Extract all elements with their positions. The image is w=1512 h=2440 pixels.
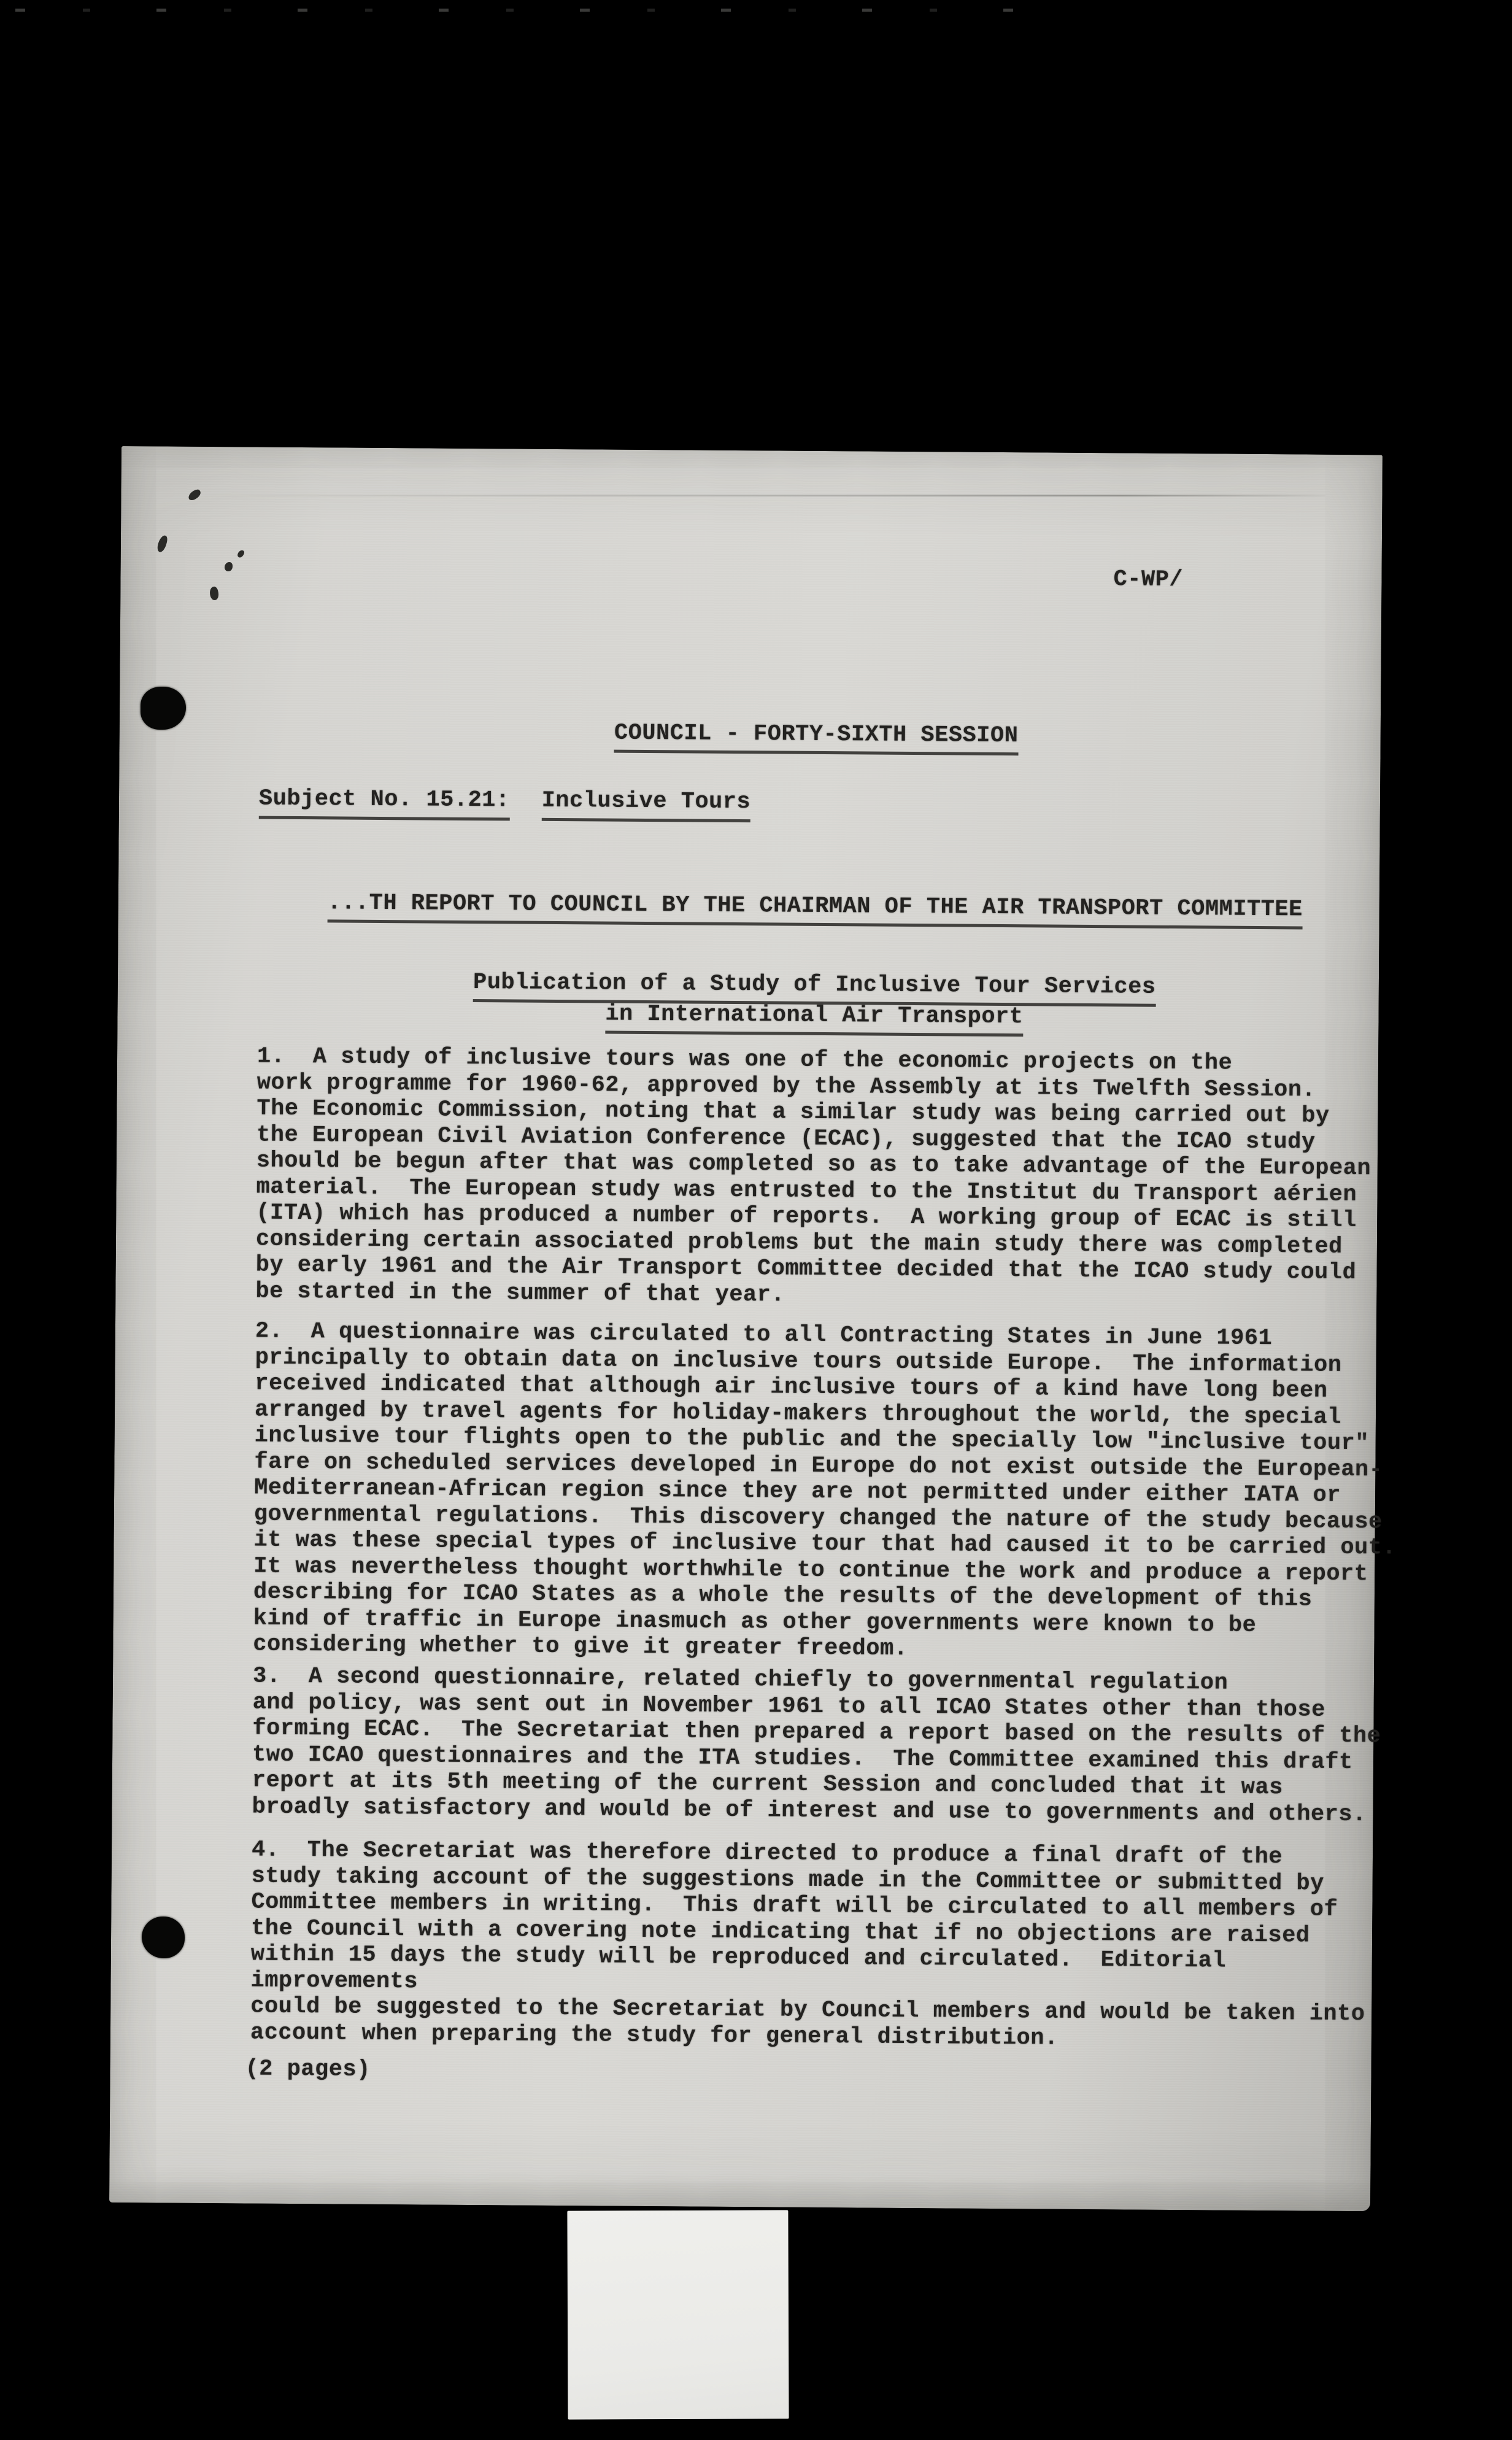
paragraph-4: 4. The Secretariat was therefore directed to produce a final draft of the study taking account of the suggestions made in the Committee or submitted by Committee members in writing. This draft will be circulated to all members of the Council with a covering note indicating that if no objections are raised within 15 days the study will be reproduced and circulated. Editorial improvements could be suggested to the Secretariat by Council members and would be taken into account when preparing the study for general distribution. [250, 1837, 1365, 2052]
paragraph-2: 2. A questionnaire was circulated to all Contracting States in June 1961 principally to obtain data on inclusive tours outside Europe. The information received indicated that although air inclusive tours of a kind have long been arranged by travel agents for holiday-makers throughout the world, the special inclusive tour flights open to the public and the specially low "inclusive tour" fare on scheduled services developed in Europe do not exist outside the European- Mediterranean-African region since they are not permitted under either IATA or governmental regulations. This discovery changed the nature of the study because it was these special types of inclusive tour that had caused it to be carried out. It was nevertheless thought worthwhile to continue the work and produce a report describing for ICAO States as a whole the results of the development of this kind of traffic in Europe inasmuch as other governments were known to be considering whether to give it greater freedom. [253, 1318, 1397, 1662]
doc-reference: C-WP/ [1113, 566, 1184, 593]
film-edge-marks [15, 9, 1022, 12]
session-heading [199, 691, 1378, 784]
document-paper [109, 446, 1397, 2211]
paragraph-3: 3. A second questionnaire, related chiefly to governmental regulation and policy, was sent out in November 1961 to all ICAO States other than those forming ECAC. The Secretariat then prepared a report based on the results of the two ICAO questionnaires and the ITA studies. The Committee examined this draft report at its 5th meeting of the current Session and concluded that it was broadly satisfactory and would be of interest and use to governments and others. [252, 1663, 1381, 1828]
session-heading-text: COUNCIL - FORTY-SIXTH SESSION [614, 720, 1019, 755]
study-title-line2: in International Air Transport [605, 1001, 1023, 1037]
ink-blot-top [141, 687, 186, 730]
page-count-note: (2 pages) [245, 2056, 371, 2083]
subject-label: Subject No. 15.21: [259, 786, 510, 820]
backing-card [567, 2210, 789, 2419]
subject-title: Inclusive Tours [541, 788, 750, 822]
paragraph-1: 1. A study of inclusive tours was one of the economic projects on the work programme for 1960-62, approved by the Assembly at its Twelfth Session. The Economic Commission, noting that a similar study was being carried out by the European Civil Aviation Conference (ECAC), suggested that the ICAO study should be begun after that was completed so as to take advantage of the European material. The European study was entrusted to the Institut du Transport aérien (ITA) which has produced a number of reports. A working group of ECAC is still considering certain associated problems but the main study there was completed by early 1961 and the Air Transport Committee decided that the ICAO study could be started in the summer of that year. [255, 1043, 1371, 1308]
ink-blot-bottom [142, 1917, 185, 1958]
scan-scratch-line [196, 495, 1325, 496]
study-title-line1: Publication of a Study of Inclusive Tour Services [473, 970, 1156, 1007]
report-heading-text: ...TH REPORT TO COUNCIL BY THE CHAIRMAN OF THE AIR TRANSPORT COMMITTEE [327, 890, 1303, 930]
subject-line [259, 786, 751, 822]
